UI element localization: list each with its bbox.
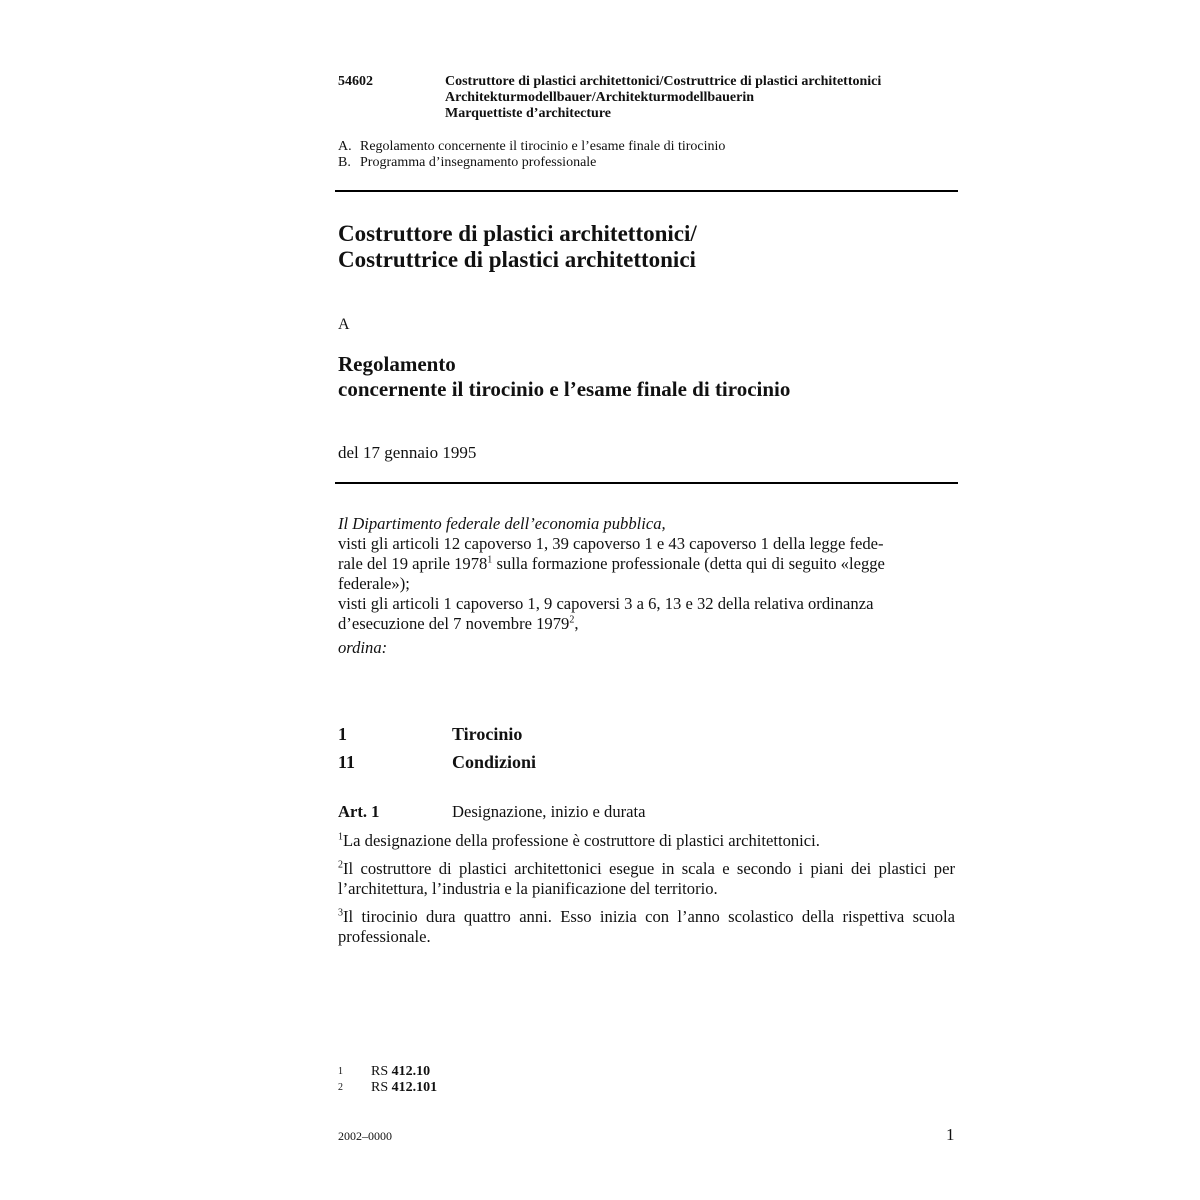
article-paragraph — [338, 831, 955, 851]
footnote-ref[interactable]: 1 — [487, 554, 493, 566]
divider — [335, 482, 958, 484]
footer-document-code: 2002–0000 — [338, 1129, 392, 1143]
preamble-line — [338, 614, 950, 634]
paragraph-text: La designazione della professione è costruttore di plastici architettonici. — [343, 831, 820, 850]
page-title — [338, 221, 697, 273]
footnote-reference[interactable]: 412.10 — [391, 1064, 431, 1079]
regulation-date: del 17 gennaio 1995 — [338, 443, 477, 462]
footnote-marker: 1 — [338, 1066, 343, 1077]
header-title-french: Marquettiste d’architecture — [445, 106, 612, 121]
preamble-line: visti gli articoli 1 capoverso 1, 9 capoversi 3 a 6, 13 e 32 della relativa ordinanza — [338, 594, 874, 613]
section-number: 1 — [338, 724, 347, 744]
footnote — [338, 1080, 437, 1096]
regulation-title — [338, 352, 790, 402]
document-code: 54602 — [338, 74, 373, 89]
table-of-contents — [338, 139, 725, 171]
section-title: Tirocinio — [452, 724, 523, 744]
regulation-title-line: concernente il tirocinio e l’esame finale di tirocinio — [338, 377, 791, 401]
preamble-text: sulla formazione professionale (detta qui di seguito «legge — [492, 554, 885, 573]
article-title: Designazione, inizio e durata — [452, 802, 646, 821]
article-number: Art. 1 — [338, 802, 380, 821]
toc-item — [338, 139, 725, 155]
footnote-reference[interactable]: 412.101 — [391, 1080, 438, 1095]
preamble — [338, 514, 950, 658]
section-number: 11 — [338, 752, 356, 772]
toc-text: Programma d’insegnamento professionale — [360, 155, 597, 170]
footnote-prefix: RS — [371, 1080, 392, 1095]
page-title-line: Costruttrice di plastici architettonici — [338, 247, 696, 272]
section-title: Condizioni — [452, 752, 537, 772]
toc-text: Regolamento concernente il tirocinio e l’esame finale di tirocinio — [360, 139, 726, 154]
toc-key: B. — [338, 155, 351, 170]
paragraph-number: 1 — [338, 831, 343, 843]
article-paragraph — [338, 907, 955, 947]
footnote-prefix: RS — [371, 1064, 392, 1079]
preamble-authority: Il Dipartimento federale dell’economia pubblica, — [338, 514, 666, 533]
section-letter: A — [338, 316, 350, 333]
page-title-line: Costruttore di plastici architettonici/ — [338, 221, 697, 246]
page-number: 1 — [946, 1125, 955, 1144]
toc-key: A. — [338, 139, 352, 154]
preamble-text: rale del 19 aprile 1978 — [338, 554, 488, 573]
preamble-ordina: ordina: — [338, 638, 388, 657]
preamble-line: visti gli articoli 12 capoverso 1, 39 capoverso 1 e 43 capoverso 1 della legge fede- — [338, 534, 884, 553]
footnote-ref[interactable]: 2 — [569, 614, 575, 626]
header-titles — [445, 74, 881, 122]
header-title-german: Architekturmodellbauer/Architekturmodellbauerin — [445, 90, 755, 105]
preamble-line — [338, 554, 950, 574]
header-title-italian: Costruttore di plastici architettonici/Costruttrice di plastici architettonici — [445, 74, 882, 89]
footnote-marker: 2 — [338, 1082, 343, 1093]
paragraph-number: 3 — [338, 907, 343, 919]
preamble-text: , — [574, 614, 579, 633]
paragraph-text: Il tirocinio dura quattro anni. Esso inizia con l’anno scolastico della rispettiva scuola professionale. — [338, 907, 955, 946]
article-paragraph — [338, 859, 955, 899]
preamble-line: federale»); — [338, 574, 410, 593]
toc-item — [338, 155, 725, 171]
preamble-text: d’esecuzione del 7 novembre 1979 — [338, 614, 570, 633]
footnote — [338, 1064, 430, 1080]
paragraph-text: Il costruttore di plastici architettonici esegue in scala e secondo i piani dei plastici per l’architettura, l’industria e la pianificazione del territorio. — [338, 859, 955, 898]
paragraph-number: 2 — [338, 859, 343, 871]
divider — [335, 190, 958, 192]
regulation-title-line: Regolamento — [338, 352, 456, 376]
